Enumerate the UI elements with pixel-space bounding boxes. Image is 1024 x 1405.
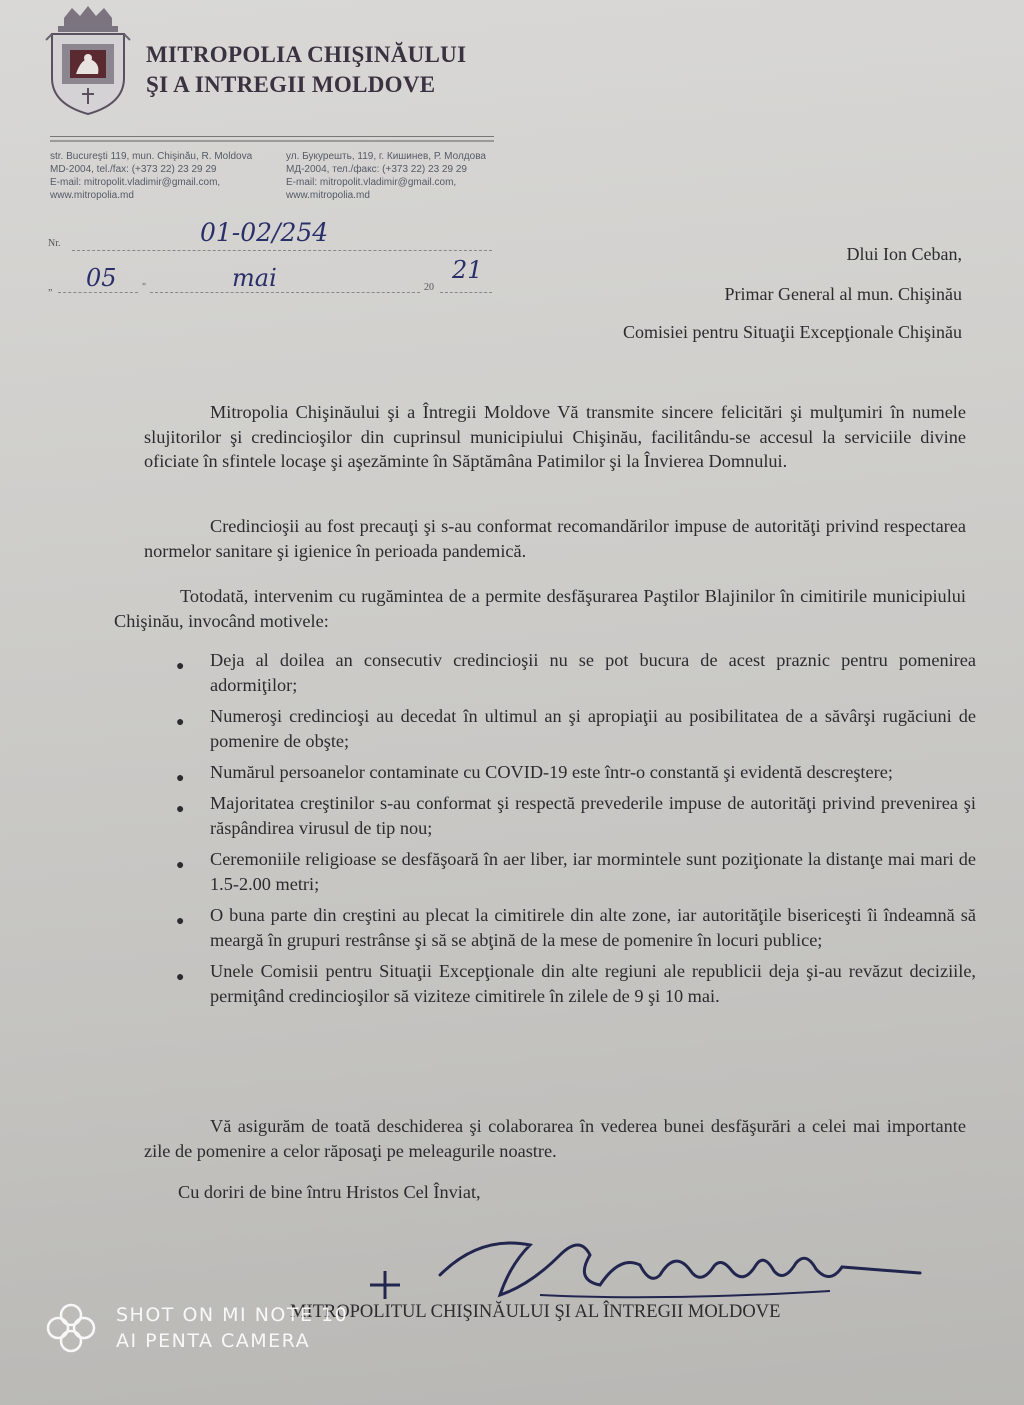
- address-ru-line: E-mail: mitropolit.vladimir@gmail.com,: [286, 177, 457, 188]
- handwritten-signature: [360, 1225, 950, 1305]
- watermark-line2: AI PENTA CAMERA: [116, 1330, 311, 1352]
- handwritten-nr: 01-02/254: [200, 218, 329, 247]
- address-ro-line: MD-2004, tel./fax: (+373 22) 23 29 29: [50, 164, 217, 175]
- reasons-list: [170, 648, 976, 1015]
- list-item: [170, 704, 976, 754]
- day-dash-line: [58, 292, 138, 293]
- body-paragraph-2: Credincioşii au fost precauţi şi s-au conformat recomandărilor impuse de autorităţi privind respectarea normelor sanitare şi igienice în perioada pandemică.: [144, 516, 966, 561]
- bullet-icon: ●: [176, 802, 185, 817]
- address-ro-line: E-mail: mitropolit.vladimir@gmail.com,: [50, 177, 221, 188]
- list-item-text: O buna parte din creştini au plecat la cimitirele din alte zone, iar autorităţile bisericeşti îi îndeamnă să meargă în grupuri restrânse şi să se abţină de la mese de pomenire în locuri publice;: [210, 905, 976, 950]
- aperture-icon: [44, 1301, 98, 1355]
- address-romanian: [50, 150, 252, 202]
- body-paragraph-3: Totodată, intervenim cu rugămintea de a permite desfăşurarea Paştilor Blajinilor în cimitirile municipiului Chişinău, invocând motivele:: [114, 586, 966, 631]
- org-name-line2: ŞI A INTREGII MOLDOVE: [146, 72, 436, 97]
- bullet-icon: ●: [176, 914, 185, 929]
- list-item-text: Unele Comisii pentru Situaţii Excepţionale din alte regiuni ale republicii deja şi-au revăzut deciziile, permiţând credincioşilor să viziteze cimitirele în zilele de 9 şi 10 mai.: [210, 961, 976, 1006]
- list-item: [170, 903, 976, 953]
- addressee-line2: Primar General al mun. Chişinău: [724, 284, 962, 304]
- closing-greeting: Cu doriri de bine întru Hristos Cel Înviat,: [178, 1182, 481, 1202]
- nr-label: Nr.: [48, 238, 61, 249]
- bullet-icon: ●: [176, 659, 185, 674]
- body-paragraph-1: Mitropolia Chişinăului şi a Întregii Moldove Vă transmite sincere felicitări şi mulţumiri în numele slujitorilor şi credincioşilor din cuprinsul municipiului Chişinău, facilitându-se accesul la serviciile divine oficiate în sfintele locaşe şi aşezăminte în Săptămâna Patimilor şi la Învierea Domnului.: [144, 402, 966, 471]
- list-item: [170, 648, 976, 698]
- addressee-line1: Dlui Ion Ceban,: [846, 244, 962, 264]
- bullet-icon: ●: [176, 715, 185, 730]
- watermark-text: [116, 1302, 348, 1354]
- church-crest-logo: [42, 4, 134, 116]
- list-item: [170, 760, 976, 785]
- organization-name: [146, 40, 466, 100]
- list-item: [170, 847, 976, 897]
- list-item-text: Majoritatea creştinilor s-au conformat şi respectă prevederile impuse de autorităţi privind prevenirea şi răspândirea virusul de tip nou;: [210, 793, 976, 838]
- body-paragraph-4: Vă asigurăm de toată deschiderea şi colaborarea în vederea bunei desfăşurări a celei mai importante zile de pomenire a celor răposaţi pe meleagurile noastre.: [144, 1116, 966, 1161]
- list-item: [170, 791, 976, 841]
- signatory-title: MITROPOLITUL CHIŞINĂULUI ŞI AL ÎNTREGII MOLDOVE: [290, 1302, 781, 1322]
- list-item-text: Numărul persoanelor contaminate cu COVID-19 este într-o constantă şi evidentă descreştere;: [210, 762, 893, 782]
- org-name-line1: MITROPOLIA CHIŞINĂULUI: [146, 42, 467, 67]
- address-ru-line: МД-2004, тел./факс: (+373 22) 23 29 29: [286, 164, 467, 175]
- list-item-text: Ceremoniile religioase se desfăşoară în aer liber, iar mormintele sunt poziţionate la distanţe mai mari de 1.5-2.00 metri;: [210, 849, 976, 894]
- bullet-icon: ●: [176, 858, 185, 873]
- address-ru-line: ул. Букурешть, 119, г. Кишинев, Р. Молдова: [286, 151, 486, 162]
- address-russian: [286, 150, 486, 202]
- address-ro-line: str. Bucureşti 119, mun. Chişinău, R. Moldova: [50, 151, 253, 162]
- handwritten-month: mai: [232, 264, 277, 292]
- bullet-icon: ●: [176, 771, 185, 786]
- header-divider-2: [50, 140, 494, 142]
- handwritten-day: 05: [86, 264, 117, 292]
- date-open-quote: „: [48, 282, 53, 293]
- nr-dash-line: [72, 250, 492, 251]
- handwritten-year: 21: [452, 256, 483, 284]
- year-prefix: 20: [424, 282, 434, 293]
- list-item-text: Deja al doilea an consecutiv credincioşii nu se pot bucura de acest praznic pentru pomenirea adormiţilor;: [210, 650, 976, 695]
- date-close-quote: ": [142, 282, 147, 293]
- address-ru-line: www.mitropolia.md: [286, 190, 370, 201]
- address-ro-line: www.mitropolia.md: [50, 190, 134, 201]
- month-dash-line: [150, 292, 420, 293]
- header-divider: [50, 136, 494, 137]
- list-item-text: Numeroşi credincioşi au decedat în ultimul an şi apropiaţii au posibilitatea de a săvârşi rugăciuni de pomenire de obşte;: [210, 706, 976, 751]
- watermark-line1: SHOT ON MI NOTE 10: [116, 1304, 349, 1326]
- bullet-icon: ●: [176, 970, 185, 985]
- addressee-line3: Comisiei pentru Situaţii Excepţionale Chişinău: [623, 322, 962, 342]
- year-dash-line: [440, 292, 492, 293]
